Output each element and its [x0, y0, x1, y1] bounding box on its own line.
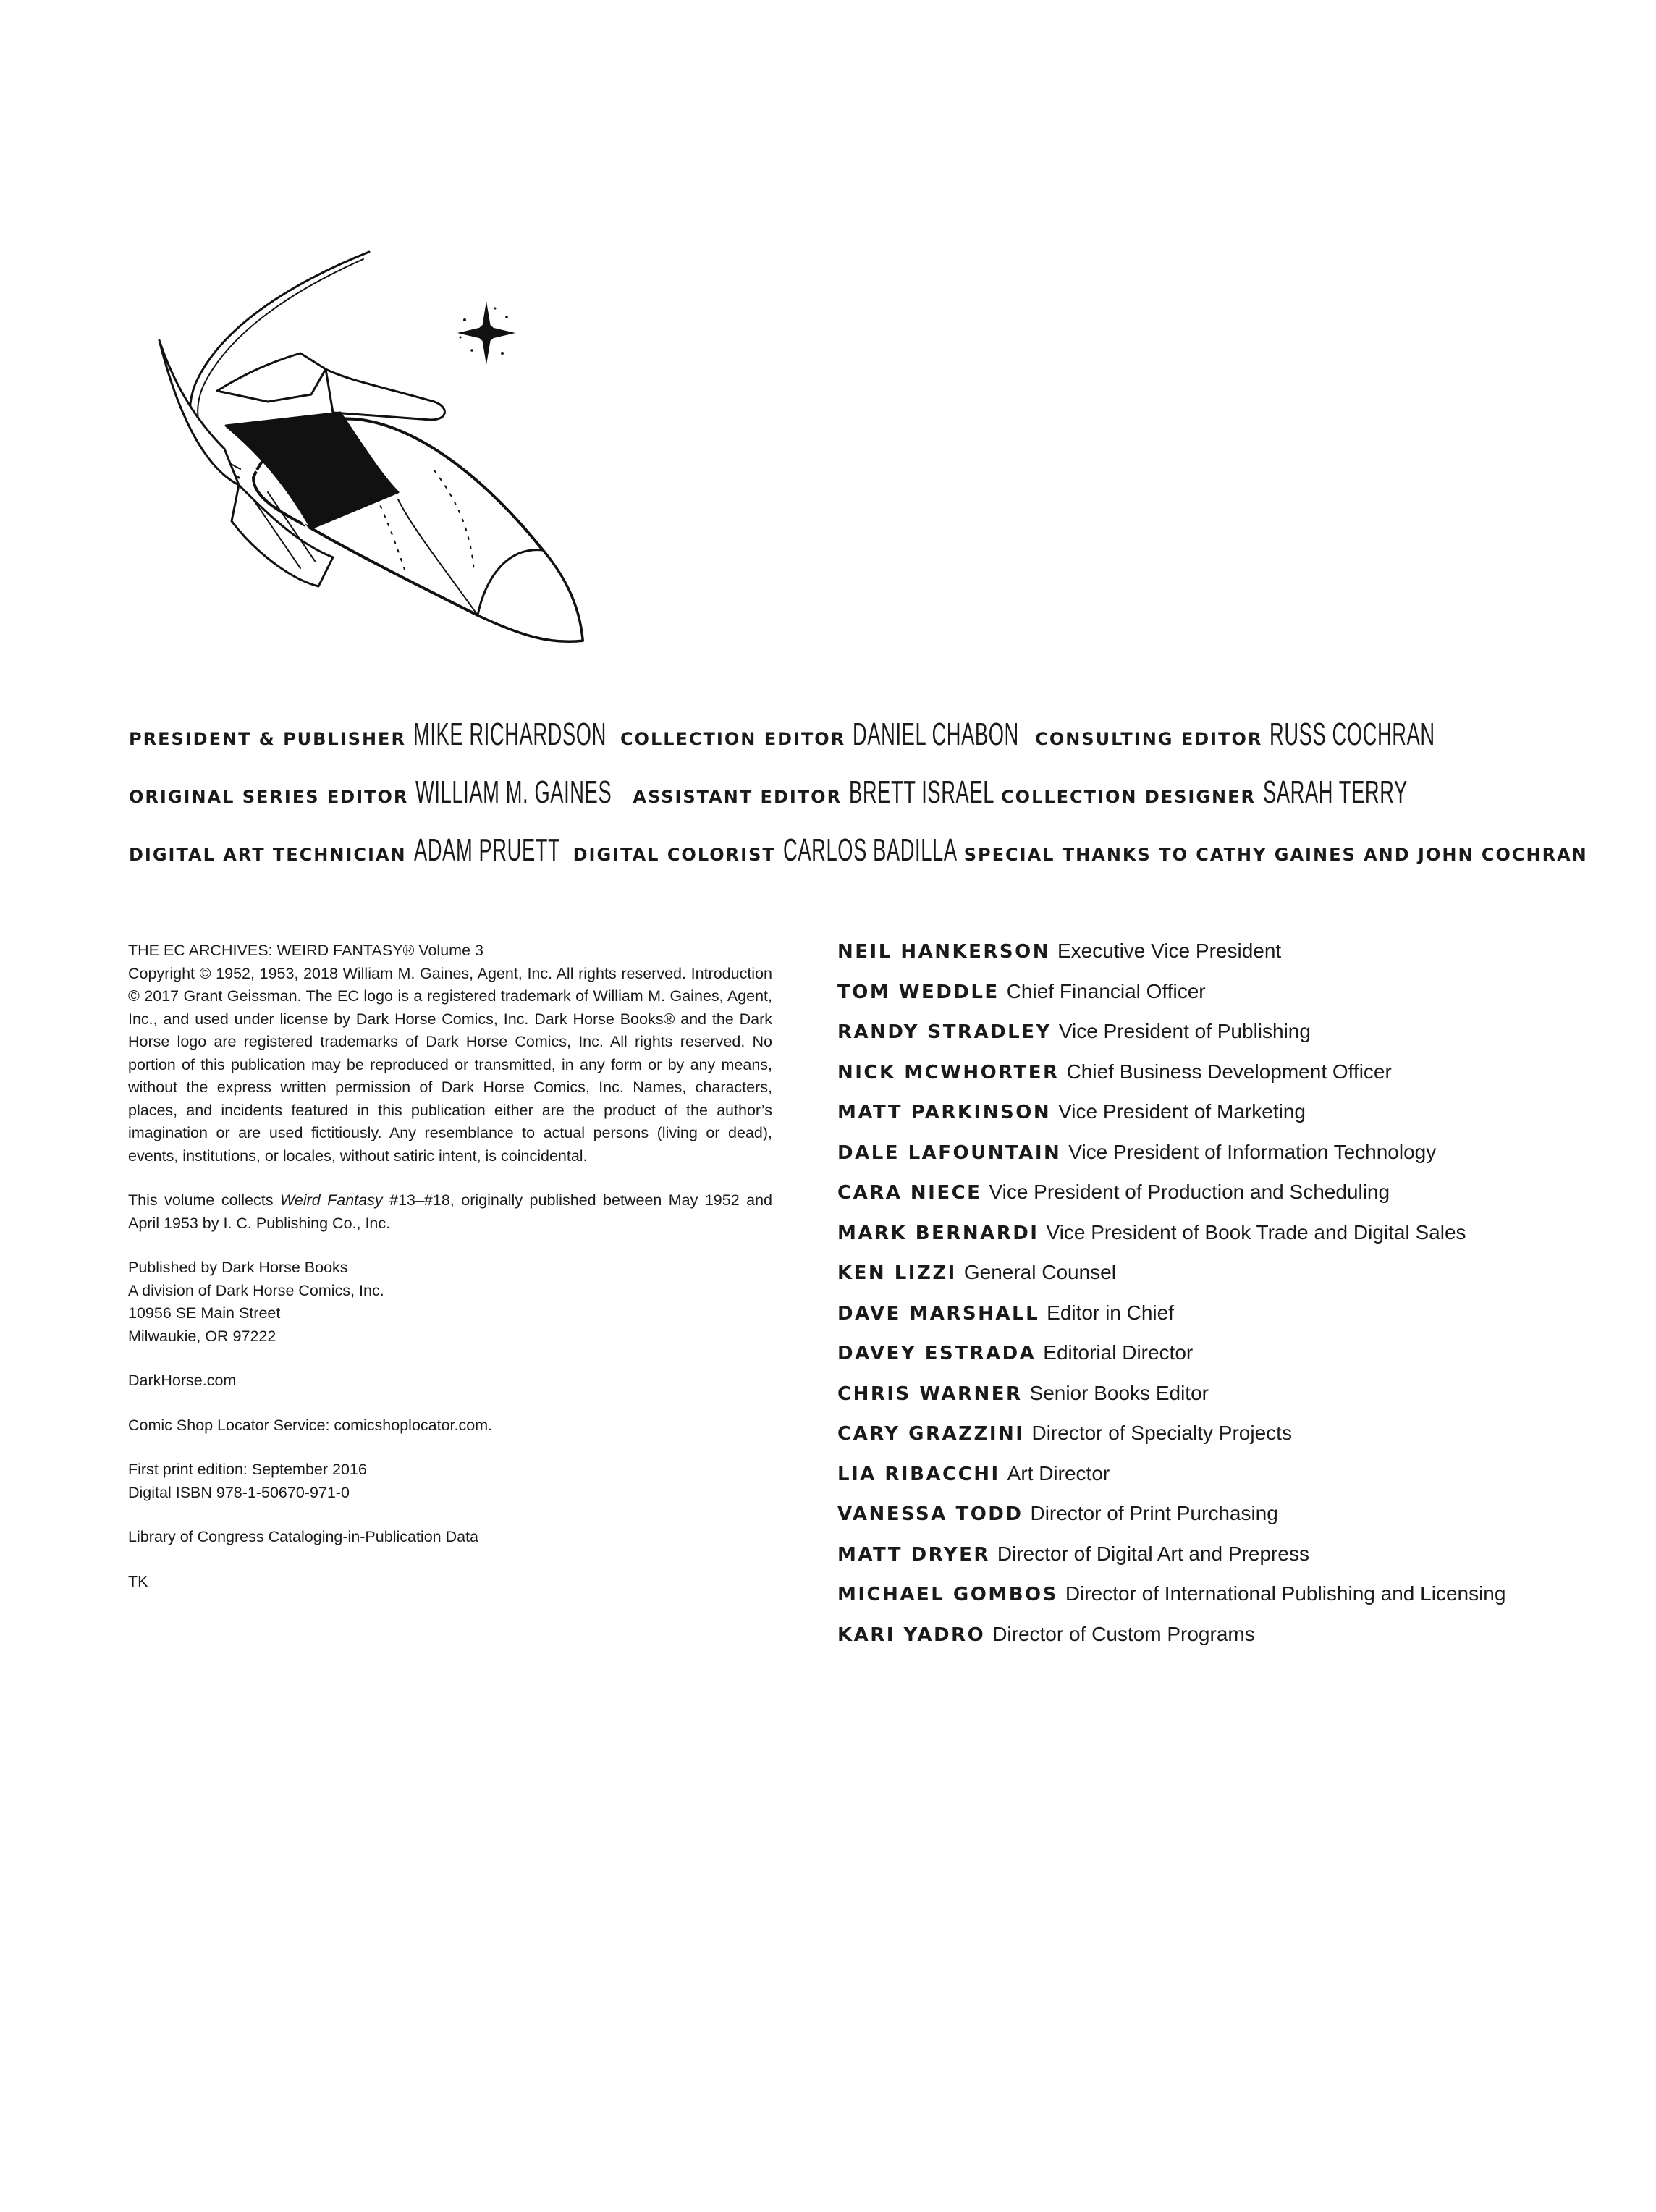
- credit-role: DIGITAL ART TECHNICIAN: [129, 845, 407, 865]
- staff-name: CARY GRAZZINI: [837, 1423, 1025, 1445]
- staff-title: Director of International Publishing and Licensing: [1065, 1582, 1506, 1605]
- list-item: [837, 1462, 1648, 1503]
- staff-list: [837, 940, 1648, 1663]
- list-item: [837, 1341, 1648, 1382]
- staff-title: Senior Books Editor: [1029, 1381, 1209, 1404]
- staff-name: KARI YADRO: [837, 1624, 986, 1646]
- credit-role: ASSISTANT EDITOR: [633, 787, 842, 807]
- list-item: [837, 1301, 1648, 1342]
- staff-name: NEIL HANKERSON: [837, 941, 1050, 963]
- copyright-notice: Copyright © 1952, 1953, 2018 William M. Gaines, Agent, Inc. All rights reserved. Introduction © 2017 Grant Geissman. The EC logo is a registered trademark of William M. Gaines, Agent, Inc., and used under license by Dark Horse Comics, Inc. Dark Horse Books® and the Dark Horse logo are registered trademarks of Dark Horse Comics, Inc. All rights reserved. No portion of this publication may be reproduced or transmitted, in any form or by any means, without the express written permission of Dark Horse Comics, Inc. Names, characters, places, and incidents featured in this publication either are the product of the author’s imagination or are used fictitiously. Any resemblance to actual persons (living or dead), events, institutions, or locales, without satiric intent, is coincidental.: [128, 964, 772, 1165]
- staff-title: Chief Business Development Officer: [1066, 1060, 1392, 1083]
- staff-name: KEN LIZZI: [837, 1262, 957, 1284]
- staff-title: Editorial Director: [1043, 1341, 1194, 1364]
- legal-indicia: [128, 940, 772, 1615]
- staff-title: Vice President of Book Trade and Digital Sales: [1046, 1220, 1466, 1244]
- staff-title: General Counsel: [963, 1261, 1116, 1283]
- credit-role: DIGITAL COLORIST: [573, 845, 776, 865]
- credit-name: MIKE RICHARDSON: [413, 717, 607, 752]
- credits-row-2: [129, 774, 1415, 811]
- staff-title: Editor in Chief: [1047, 1301, 1175, 1324]
- credit-role: ORIGINAL SERIES EDITOR: [129, 787, 409, 807]
- list-item: [837, 1502, 1648, 1542]
- credit-role: PRESIDENT & PUBLISHER: [129, 729, 406, 749]
- staff-title: Vice President of Information Technology: [1068, 1140, 1437, 1163]
- list-item: [837, 1141, 1648, 1181]
- staff-name: MICHAEL GOMBOS: [837, 1584, 1058, 1605]
- list-item: [837, 1060, 1648, 1101]
- staff-title: Director of Digital Art and Prepress: [997, 1542, 1309, 1565]
- list-item: [837, 1100, 1648, 1141]
- rocket-ship-illustration: [145, 239, 608, 659]
- credit-publisher: [129, 717, 607, 753]
- special-thanks: SPECIAL THANKS TO CATHY GAINES AND JOHN COCHRAN: [963, 845, 1588, 865]
- list-item: [837, 1020, 1648, 1060]
- credit-role: COLLECTION DESIGNER: [1001, 787, 1256, 807]
- credit-name: BRETT ISRAEL: [849, 774, 995, 810]
- staff-name: TOM WEDDLE: [837, 981, 1000, 1003]
- staff-title: Vice President of Publishing: [1058, 1020, 1311, 1042]
- credit-name: WILLIAM M. GAINES: [415, 774, 612, 810]
- staff-title: Vice President of Production and Scheduling: [989, 1181, 1390, 1203]
- staff-title: Art Director: [1007, 1461, 1110, 1485]
- credit-name: ADAM PRUETT: [413, 832, 560, 868]
- list-item: [837, 1582, 1648, 1623]
- staff-title: Vice President of Marketing: [1058, 1100, 1306, 1123]
- list-item: [837, 1181, 1648, 1221]
- staff-name: DAVEY ESTRADA: [837, 1343, 1036, 1364]
- star-icon: [457, 301, 515, 365]
- book-title-line: THE EC ARCHIVES: WEIRD FANTASY® Volume 3: [128, 942, 483, 959]
- list-item: [837, 1422, 1648, 1462]
- credit-name: RUSS COCHRAN: [1270, 717, 1436, 752]
- credit-name: SARAH TERRY: [1263, 774, 1408, 810]
- series-title: Weird Fantasy: [279, 1191, 383, 1209]
- credit-role: COLLECTION EDITOR: [620, 729, 846, 749]
- credit-role: CONSULTING EDITOR: [1035, 729, 1263, 749]
- staff-name: MATT PARKINSON: [837, 1102, 1052, 1123]
- staff-name: RANDY STRADLEY: [837, 1021, 1052, 1043]
- list-item: [837, 1221, 1648, 1262]
- credit-name: DANIEL CHABON: [853, 717, 1020, 752]
- staff-name: NICK MCWHORTER: [837, 1061, 1060, 1084]
- staff-name: MATT DRYER: [837, 1543, 990, 1566]
- credit-digital-art-technician: [129, 832, 560, 869]
- credit-digital-colorist: [573, 832, 958, 869]
- credit-collection-designer: [1001, 774, 1408, 811]
- collects-notice: This volume collects Weird Fantasy #13–#18, originally published between May 1952 and April 1953 by I. C. Publishing Co., Inc.: [128, 1191, 772, 1232]
- staff-name: VANESSA TODD: [837, 1503, 1023, 1525]
- staff-name: LIA RIBACCHI: [837, 1463, 1000, 1485]
- staff-title: Director of Specialty Projects: [1031, 1422, 1292, 1444]
- loc-data: Library of Congress Cataloging-in-Publication Data: [128, 1528, 479, 1545]
- staff-title: Director of Print Purchasing: [1030, 1502, 1278, 1524]
- staff-title: Chief Financial Officer: [1006, 979, 1206, 1002]
- credit-collection-editor: [620, 717, 1020, 753]
- list-item: [837, 1623, 1648, 1663]
- publisher-address: Published by Dark Horse Books A division of Dark Horse Comics, Inc. 10956 SE Main Street Milwaukie, OR 97222: [128, 1259, 384, 1345]
- staff-name: CARA NIECE: [837, 1182, 982, 1204]
- list-item: [837, 1261, 1648, 1301]
- edition-info: First print edition: September 2016 Digital ISBN 978-1-50670-971-0: [128, 1461, 367, 1501]
- credit-assistant-editor: [633, 774, 995, 811]
- loc-tk: TK: [128, 1572, 148, 1590]
- staff-title: Director of Custom Programs: [992, 1622, 1255, 1645]
- staff-name: CHRIS WARNER: [837, 1382, 1023, 1405]
- credit-name: CARLOS BADILLA: [782, 832, 958, 868]
- website: DarkHorse.com: [128, 1372, 237, 1389]
- list-item: [837, 1542, 1648, 1583]
- credits-row-1: [129, 717, 1443, 753]
- shop-locator: Comic Shop Locator Service: comicshoplocator.com.: [128, 1416, 493, 1434]
- credit-consulting-editor: [1035, 717, 1436, 753]
- list-item: [837, 980, 1648, 1021]
- list-item: [837, 1382, 1648, 1422]
- list-item: [837, 940, 1648, 980]
- credits-row-3: [129, 832, 1588, 869]
- staff-name: DAVE MARSHALL: [837, 1302, 1040, 1325]
- staff-name: MARK BERNARDI: [837, 1222, 1039, 1244]
- staff-name: DALE LAFOUNTAIN: [837, 1141, 1062, 1164]
- staff-title: Executive Vice President: [1057, 940, 1282, 962]
- credit-original-series-editor: [129, 774, 612, 811]
